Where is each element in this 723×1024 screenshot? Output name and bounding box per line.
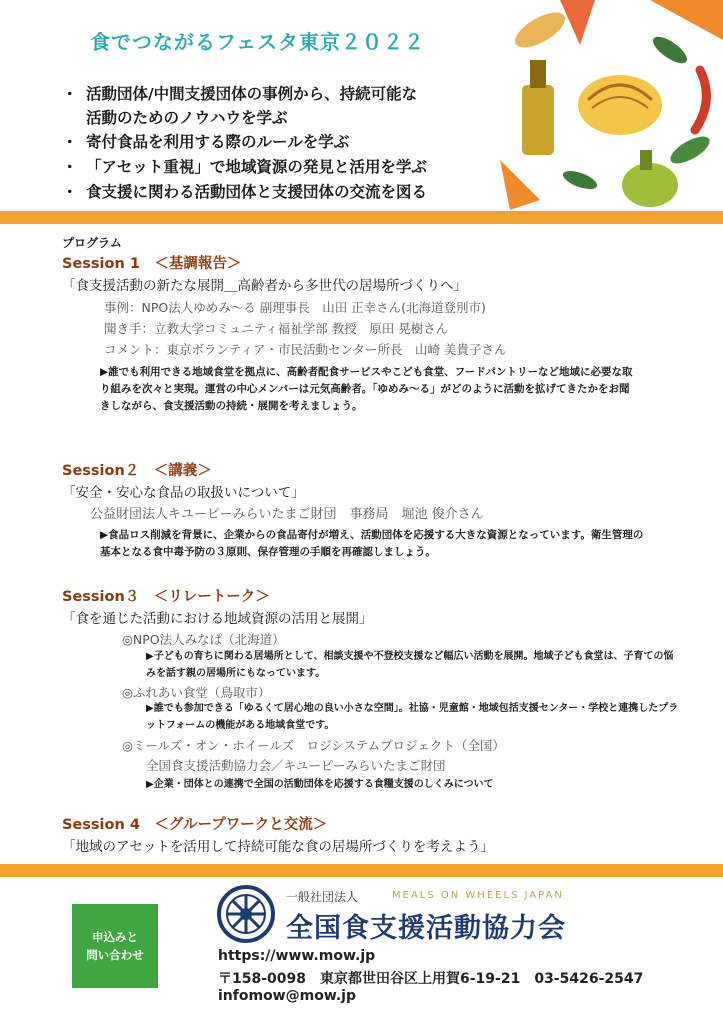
session3-speaker-3: ◎ミールズ・オン・ホイールズ ロジシステムプロジェクト（全国） [122, 738, 505, 753]
session3-speaker-2: ◎ふれあい食堂（鳥取市） [122, 685, 271, 700]
session1-person-1: 事例：NPO法人ゆめみ～る 副理事長 山田 正幸さん(北海道登別市) [104, 300, 486, 315]
session4-topic: 「地域のアセットを活用して持続可能な食の居場所づくりを考えよう」 [62, 839, 494, 855]
session3-speaker-2-description: ▶誰でも参加できる「ゆるくて居心地の良い小さな空間」。社協・児童館・地域包括支援センター・学校と連携したプラットフォームの機能がある地域食堂です。 [146, 703, 679, 731]
session1-title: Session 1 ＜基調報告＞ [62, 256, 242, 272]
session3-speaker-1-description: ▶子どもの育ちに関わる居場所として、相談支援や不登校支援など幅広い活動を展開。地域子ども食堂は、子育ての悩みを話す親の居場所にもなっています。 [146, 651, 674, 679]
goal-bullet-3: ・ 「アセット重視」で地域資源の発見と活用を学ぶ [62, 158, 427, 176]
session2-description: ▶食品ロス削減を背景に、企業からの食品寄付が増え、活動団体を応援する大きな資源となっています。衛生管理の基本となる食中毒予防の３原則、保存管理の手順を再確認しましょう。 [100, 529, 644, 558]
program-label: プログラム [62, 236, 122, 250]
session3-speaker-3-description: ▶企業・団体との連携で全国の活動団体を応援する食糧支援のしくみについて [146, 779, 494, 790]
goal-bullet-1: ・ 活動団体/中間支援団体の事例から、持続可能な 活動のためのノウハウを学ぶ [62, 85, 418, 127]
session1-person-2: 聞き手：立教大学コミュニティ福祉学部 教授 原田 晃樹さん [104, 321, 449, 336]
apply-contact-button[interactable]: 申込みと 問い合わせ [72, 904, 158, 988]
postal-address: 〒158-0098 東京都世田谷区上用賀6-19-21 03-5426-2547 [218, 971, 644, 987]
session3-title: Session３ ＜リレートーク＞ [62, 589, 270, 605]
org-prefix: 一般社団法人 [286, 890, 359, 904]
website-url[interactable]: https://www.mow.jp [218, 948, 376, 964]
session1-description: ▶誰でも利用できる地域食堂を拠点に、高齢者配食サービスやこども食堂、フードパントリーなど地域に必要な取り組みを次々と実現。運営の中心メンバーは元気高齢者。「ゆめみ～る」がどのように活動を拡げてきたかをお聞きしながら、食支援活動の持続・展開を考えましょう。 [100, 366, 633, 412]
goal-bullet-2: ・ 寄付食品を利用する際のルールを学ぶ [62, 133, 350, 151]
session4-title: Session 4 ＜グループワークと交流＞ [62, 817, 328, 833]
top-divider-bar [0, 211, 723, 224]
session2-person: 公益財団法人キユーピーみらいたまご財団 事務局 堀池 俊介さん [90, 507, 484, 522]
event-title: 食でつながるフェスタ東京２０２２ [90, 30, 425, 54]
goal-bullet-4: ・ 食支援に関わる活動団体と支援団体の交流を図る [62, 183, 428, 201]
org-name: 全国食支援活動協力会 [286, 913, 566, 944]
contact-email[interactable]: infomow@mow.jp [218, 988, 356, 1004]
bottom-divider-bar [0, 864, 723, 877]
session2-topic: 「安全・安心な食品の取扱いについて」 [62, 485, 305, 501]
session1-person-3: コメント：東京ボランティア・市民活動センター所長 山崎 美貴子さん [104, 342, 507, 357]
session3-speaker-3-sub: 全国食支援活動協力会／キユーピーみらいたまご財団 [146, 758, 446, 773]
session2-title: Session２ ＜講義＞ [62, 463, 212, 479]
org-logo-icon [216, 884, 276, 944]
session1-topic: 「食支援活動の新たな展開＿高齢者から多世代の居場所づくりへ」 [62, 278, 467, 294]
food-illustration [500, 0, 723, 210]
session3-topic: 「食を通じた活動における地域資源の活用と展開」 [62, 611, 373, 627]
session3-speaker-1: ◎NPO法人みなぱ（北海道） [122, 632, 285, 647]
org-english-name: MEALS ON WHEELS JAPAN [392, 890, 564, 901]
